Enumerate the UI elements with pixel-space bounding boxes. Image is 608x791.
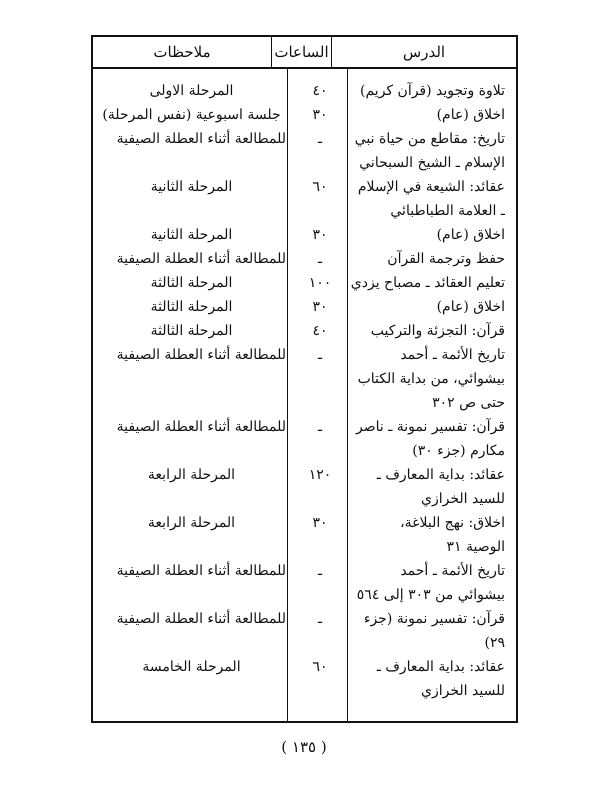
cell-lesson: قرآن: تفسير نمونة ـ ناصر [355, 419, 505, 435]
cell-hours [290, 151, 350, 175]
cell-hours: ـ [317, 611, 323, 627]
cell-notes: للمطالعة أثناء العطلة الصيفية [116, 347, 286, 363]
table-row [93, 127, 516, 151]
cell-hours: ـ [317, 419, 323, 435]
cell-notes: المرحلة الرابعة [147, 467, 236, 483]
cell-notes [93, 151, 290, 175]
table-row [93, 79, 516, 103]
cell-notes [93, 199, 290, 223]
table-row [93, 655, 516, 679]
table-row [93, 511, 516, 535]
cell-notes: المرحلة الثالثة [150, 299, 233, 315]
table-row [93, 175, 516, 199]
cell-notes [93, 583, 290, 607]
cell-hours: ١٢٠ [308, 467, 332, 483]
cell-hours [290, 487, 350, 511]
cell-lesson: الإسلام ـ الشيخ السبحاني [359, 155, 505, 171]
table-row [93, 463, 516, 487]
cell-hours [290, 367, 350, 391]
header-notes: ملاحظات [153, 43, 211, 61]
cell-hours: ٤٠ [312, 83, 328, 99]
table-row [93, 223, 516, 247]
header-hours: الساعات [271, 37, 331, 67]
cell-hours: ٣٠ [312, 299, 328, 315]
cell-notes: المرحلة الاولى [149, 83, 234, 99]
cell-notes [93, 679, 290, 703]
cell-lesson: اخلاق (عام) [436, 299, 505, 315]
cell-notes: المرحلة الثانية [150, 179, 233, 195]
cell-hours: ٦٠ [312, 179, 328, 195]
cell-notes [93, 487, 290, 511]
cell-hours: ٣٠ [312, 227, 328, 243]
table-row [93, 439, 516, 463]
table-row [93, 151, 516, 175]
table-row [93, 319, 516, 343]
cell-hours: ـ [317, 347, 323, 363]
cell-notes [93, 439, 290, 463]
cell-hours [290, 439, 350, 463]
cell-lesson: مكارم (جزء ٣٠) [412, 443, 505, 459]
cell-lesson: ـ العلامة الطباطبائي [390, 203, 505, 219]
cell-hours: ـ [317, 131, 323, 147]
table-row [93, 415, 516, 439]
table-row [93, 199, 516, 223]
cell-notes: للمطالعة أثناء العطلة الصيفية [116, 611, 286, 627]
table-header [91, 35, 518, 69]
table-row [93, 559, 516, 583]
cell-notes [93, 391, 290, 415]
cell-lesson: تعليم العقائد ـ مصباح يزدي [350, 275, 505, 291]
cell-lesson: عقائد: بداية المعارف ـ [376, 467, 505, 483]
header-lesson: الدرس [331, 37, 516, 67]
table-rows [93, 79, 516, 703]
cell-hours: ٤٠ [312, 323, 328, 339]
cell-hours [290, 199, 350, 223]
cell-notes [93, 367, 290, 391]
table-row [93, 295, 516, 319]
cell-notes: للمطالعة أثناء العطلة الصيفية [116, 131, 286, 147]
cell-notes: للمطالعة أثناء العطلة الصيفية [116, 251, 286, 267]
cell-lesson: الوصية ٣١ [446, 539, 505, 555]
cell-lesson: اخلاق (عام) [436, 107, 505, 123]
table-body [91, 69, 518, 723]
cell-hours: ٣٠ [312, 107, 328, 123]
table-row [93, 535, 516, 559]
cell-lesson: تلاوة وتجويد (قرآن كريم) [360, 83, 505, 99]
cell-hours [290, 679, 350, 703]
table-row [93, 103, 516, 127]
table-row [93, 679, 516, 703]
table-row [93, 367, 516, 391]
cell-notes: جلسة اسبوعية (نفس المرحلة) [102, 107, 281, 123]
cell-hours [290, 535, 350, 559]
cell-lesson: اخلاق (عام) [436, 227, 505, 243]
cell-notes: للمطالعة أثناء العطلة الصيفية [116, 419, 286, 435]
table-row [93, 271, 516, 295]
cell-lesson: اخلاق: نهج البلاغة، [400, 515, 505, 531]
cell-hours: ٦٠ [312, 659, 328, 675]
cell-hours: ٣٠ [312, 515, 328, 531]
cell-notes: المرحلة الخامسة [142, 659, 241, 675]
cell-notes: المرحلة الرابعة [147, 515, 236, 531]
cell-notes: للمطالعة أثناء العطلة الصيفية [116, 563, 286, 579]
cell-lesson: تاريخ: مقاطع من حياة نبي [354, 131, 505, 147]
cell-notes [93, 535, 290, 559]
cell-lesson: تاريخ الأئمة ـ أحمد [400, 563, 505, 579]
cell-lesson: تاريخ الأئمة ـ أحمد [400, 347, 505, 363]
cell-lesson: عقائد: الشيعة في الإسلام [357, 179, 505, 195]
cell-lesson: قرآن: تفسير نمونة (جزء ٢٩) [363, 611, 505, 651]
cell-lesson: قرآن: التجزئة والتركيب [370, 323, 505, 339]
table-row [93, 391, 516, 415]
cell-notes: المرحلة الثالثة [150, 323, 233, 339]
cell-lesson: بيشوائي من ٣٠٣ إلى ٥٦٤ [356, 587, 505, 603]
cell-hours: ١٠٠ [308, 275, 332, 291]
cell-lesson: بيشوائي، من بداية الكتاب [357, 371, 505, 387]
cell-lesson: للسيد الخرازي [421, 491, 505, 507]
cell-hours [290, 583, 350, 607]
cell-hours [290, 391, 350, 415]
cell-lesson: حفظ وترجمة القرآن [387, 251, 505, 267]
page-number: ( ١٣٥ ) [281, 738, 327, 756]
cell-lesson: حتى ص ٣٠٢ [432, 395, 505, 411]
cell-notes: المرحلة الثالثة [150, 275, 233, 291]
cell-hours: ـ [317, 563, 323, 579]
cell-hours: ـ [317, 251, 323, 267]
table-row [93, 487, 516, 511]
cell-notes: المرحلة الثانية [150, 227, 233, 243]
cell-lesson: عقائد: بداية المعارف ـ [376, 659, 505, 675]
table-row [93, 607, 516, 655]
cell-lesson: للسيد الخرازي [421, 683, 505, 699]
table-row [93, 583, 516, 607]
table-row [93, 247, 516, 271]
table-row [93, 343, 516, 367]
